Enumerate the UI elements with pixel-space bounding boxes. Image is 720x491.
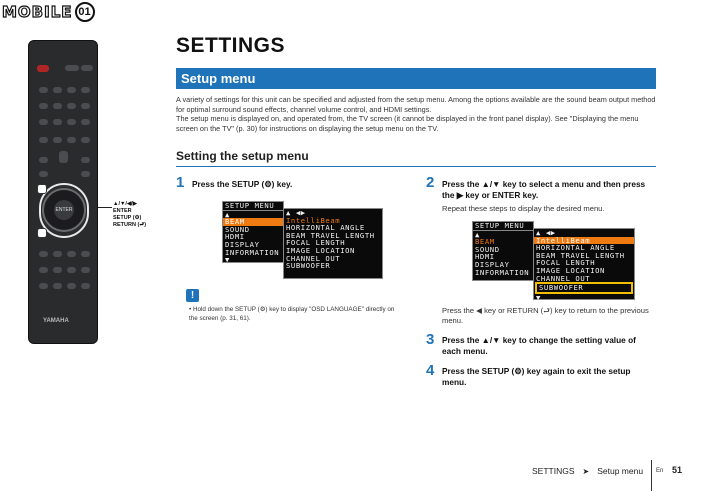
menu-2-left-panel: SETUP MENU ▲ BEAM SOUND HDMI DISPLAY INFORMATION (472, 221, 534, 281)
step-2-subtext: Repeat these steps to display the desired menu. (442, 204, 605, 213)
menu-2-right-panel: ▲ ◀▶ IntelliBeam HORIZONTAL ANGLE BEAM TRAVEL LENGTH FOCAL LENGTH IMAGE LOCATION CHANNEL OUT SUBWOOFER ▼ (533, 228, 635, 300)
step-2-text: Press the ▲/▼ key to select a menu and then press the ▶ key or ENTER key. (442, 179, 646, 200)
footer-divider (651, 460, 652, 491)
section-bar (176, 68, 656, 89)
step-1-text: Press the SETUP (⚙) key. (192, 179, 293, 189)
subsection-title: Setting the setup menu (176, 149, 309, 163)
power-button (37, 65, 49, 72)
page-number: 51 (672, 465, 683, 475)
step-3-number: 3 (426, 331, 435, 348)
page-title: SETTINGS (176, 34, 286, 57)
note-icon: ! (186, 289, 199, 302)
subsection-rule (176, 166, 656, 167)
step-1-number: 1 (176, 174, 185, 191)
return-key-highlight (37, 228, 47, 238)
step-4-text: Press the SETUP (⚙) key again to exit the setup menu. (442, 366, 631, 387)
remote-callout: ▲/▼/◀/▶ ENTER SETUP (⚙) RETURN (⮐) (113, 201, 147, 228)
callout-line (98, 207, 112, 208)
logo-badge: 01 (75, 2, 95, 22)
setup-key-highlight (37, 184, 47, 194)
step-4-number: 4 (426, 362, 435, 379)
logo-text: MOBILE (2, 3, 73, 21)
step-3-text: Press the ▲/▼ key to change the setting value of each menu. (442, 335, 636, 356)
step-2-return-text: Press the ◀ key or RETURN (⮐) key to return to the previous menu. (442, 306, 649, 325)
menu-1-right-panel: ▲ ◀▶ IntelliBeam HORIZONTAL ANGLE BEAM TRAVEL LENGTH FOCAL LENGTH IMAGE LOCATION CHANNEL OUT SUBWOOFER (283, 208, 383, 279)
section-title: Setup menu (181, 71, 256, 86)
footer-breadcrumb: SETTINGS ➤ Setup menu (532, 466, 644, 476)
step-2-number: 2 (426, 174, 435, 191)
arrow-icon: ➤ (582, 467, 590, 476)
note-text: • Hold down the SETUP (⚙) key to display "OSD LANGUAGE" directly on the screen (p. 31, 61). (189, 306, 395, 322)
remote-brand: YAMAHA (43, 318, 69, 324)
footer-language: En (656, 468, 664, 474)
remote-control-illustration (28, 40, 98, 344)
menu-1-left-panel: SETUP MENU ▲ BEAM SOUND HDMI DISPLAY INFORMATION ▼ (222, 201, 284, 263)
enter-key: ENTER (54, 200, 74, 220)
intro-text: A variety of settings for this unit can be specified and adjusted from the setup menu. Among the options available are the sound beam output method for optimal surround sound effects, channel volume control, and HDMI settings. The setup menu is displayed on, and operated from, the TV screen (it cannot be displayed in the front panel display). See "Displaying the menu screen on the TV" (p. 30) for instructions on displaying the setup menu on the TV. (176, 95, 656, 133)
site-logo (2, 2, 95, 22)
